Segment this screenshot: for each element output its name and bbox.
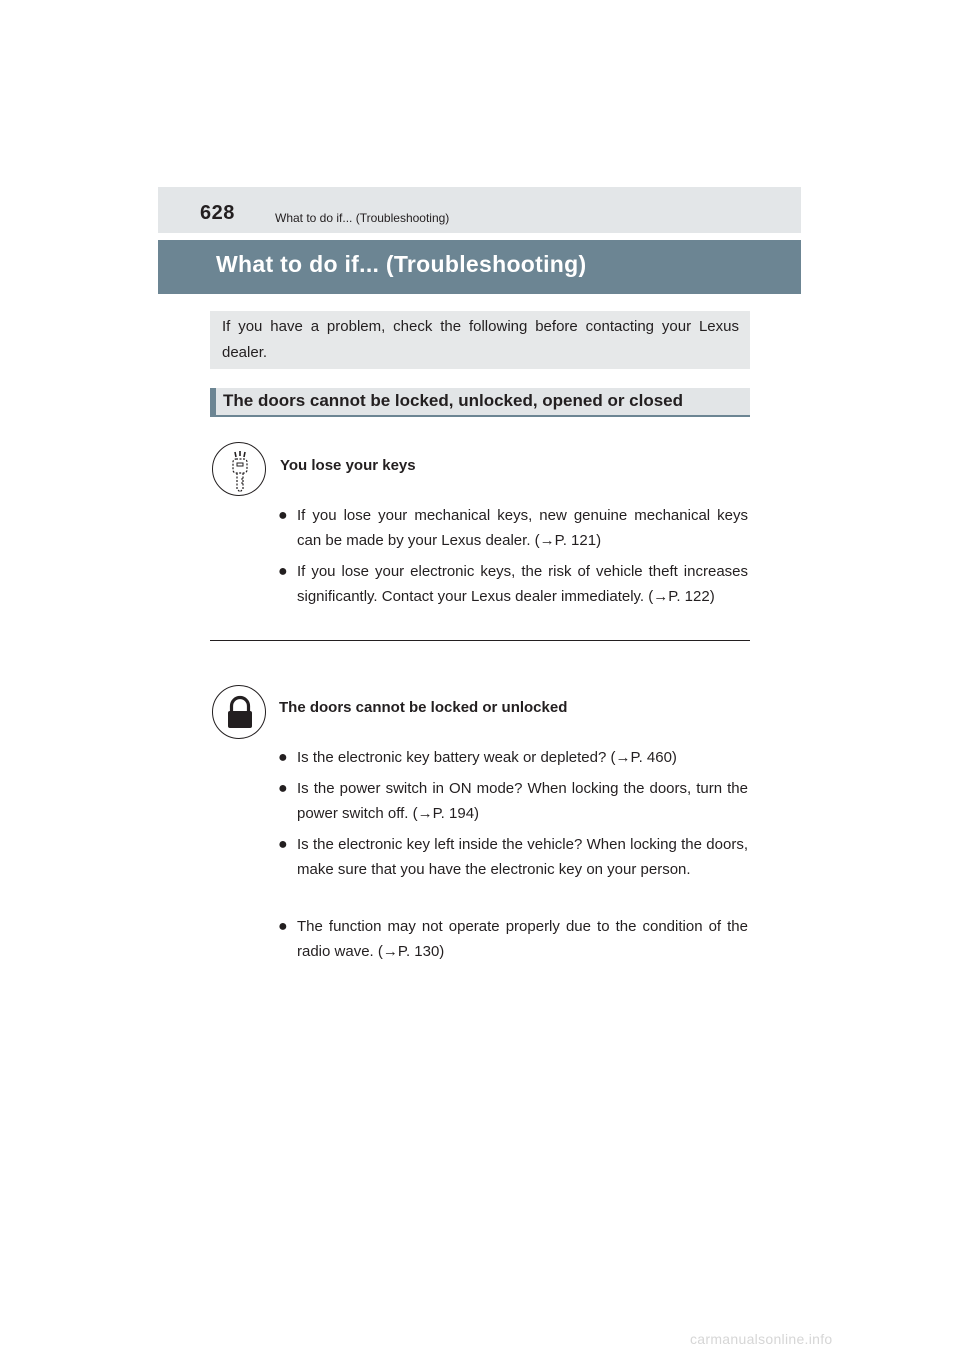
list-item: ● Is the power switch in ON mode? When locking the doors, turn the power switch off. (→P. 194) <box>278 776 748 826</box>
list-item: ● The function may not operate properly due to the condition of the radio wave. (→P. 130) <box>278 914 748 964</box>
bullet-icon: ● <box>278 563 288 580</box>
bullet-icon: ● <box>278 749 288 766</box>
list-item: ● Is the electronic key left inside the vehicle? When locking the doors, make sure that you have the electronic key on your person. <box>278 832 748 882</box>
watermark: carmanualsonline.info <box>690 1331 833 1347</box>
key-icon <box>212 442 266 496</box>
padlock-icon <box>212 685 266 739</box>
bullet-icon: ● <box>278 780 288 797</box>
section-heading: The doors cannot be locked, unlocked, opened or closed <box>223 391 684 410</box>
intro-text: If you have a problem, check the following before contacting your Lexus dealer. <box>222 318 739 361</box>
running-head: What to do if... (Troubleshooting) <box>275 211 450 225</box>
bullet-icon: ● <box>278 836 288 853</box>
section-heading-accent <box>210 388 216 417</box>
list-item: ● If you lose your electronic keys, the risk of vehicle theft increases significantly. Contact your Lexus dealer immediately. (→P. 122) <box>278 559 748 609</box>
divider <box>210 640 750 641</box>
header-band <box>158 187 801 233</box>
bullet-icon: ● <box>278 918 288 935</box>
topic-title-locks: The doors cannot be locked or unlocked <box>279 699 568 716</box>
bullet-icon: ● <box>278 507 288 524</box>
page-number: 628 <box>200 202 235 224</box>
list-item: ● Is the electronic key battery weak or depleted? (→P. 460) <box>278 745 748 770</box>
topic-title-keys: You lose your keys <box>280 457 416 474</box>
page-title: What to do if... (Troubleshooting) <box>216 251 587 277</box>
list-item: ● If you lose your mechanical keys, new genuine mechanical keys can be made by your Lexus dealer. (→P. 121) <box>278 503 748 553</box>
